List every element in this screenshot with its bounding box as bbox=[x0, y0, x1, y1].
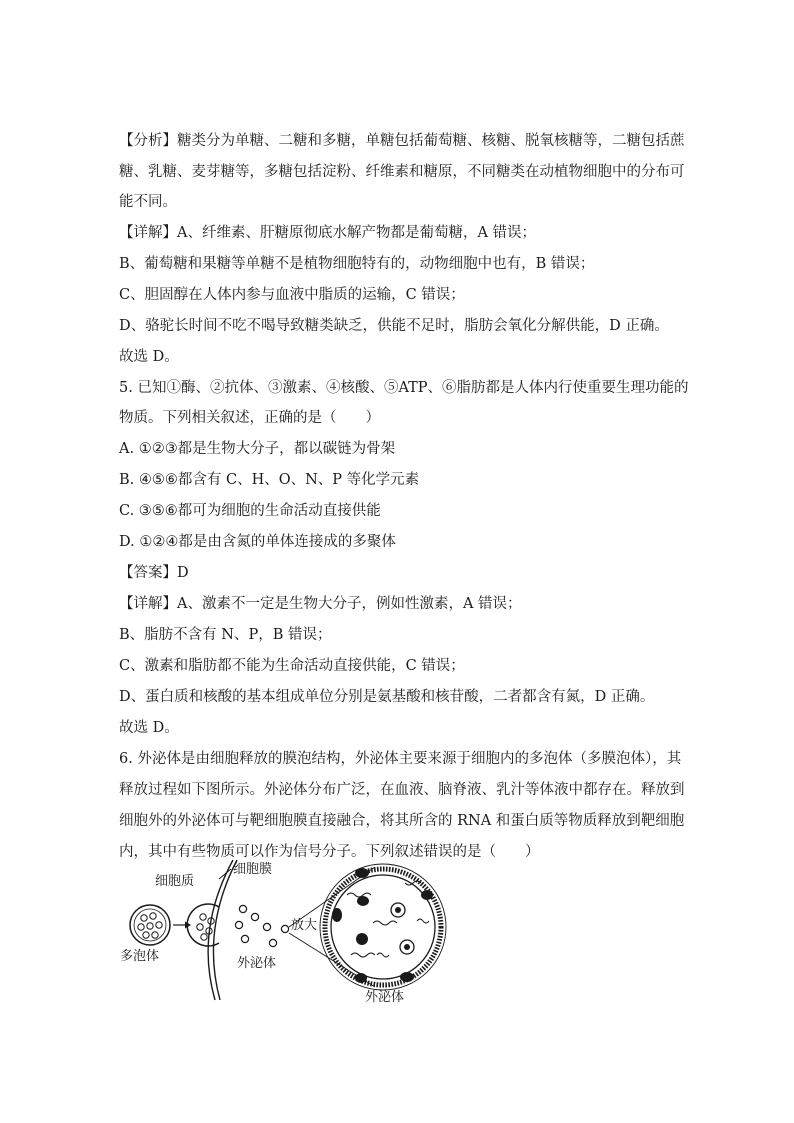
label-cytoplasm: 细胞质 bbox=[155, 874, 195, 889]
q5-option-c: C. ③⑤⑥都可为细胞的生命活动直接供能 bbox=[119, 503, 381, 519]
released-exosomes bbox=[235, 905, 288, 946]
q5-stem-line-1: 5. 已知①酶、②抗体、③激素、④核酸、⑤ATP、⑥脂肪都是人体内行使重要生理功能的 bbox=[119, 380, 689, 396]
q6-stem-line-4: 内，其中有些物质可以作为信号分子。下列叙述错误的是（ ） bbox=[119, 844, 540, 860]
enlarged-exosome bbox=[320, 864, 446, 990]
analysis-line-1: 【分析】糖类分为单糖、二糖和多糖，单糖包括葡萄糖、核糖、脱氧核糖等，二糖包括蔗 bbox=[119, 133, 685, 149]
q6-stem-line-2: 释放过程如下图所示。外泌体分布广泛，在血液、脑脊液、乳汁等体液中都存在。释放到 bbox=[119, 782, 685, 798]
label-exosome-enlarged: 外泌体 bbox=[365, 990, 405, 1005]
q5-answer: 【答案】D bbox=[119, 565, 189, 581]
q5-option-d: D. ①②④都是由含氮的单体连接成的多聚体 bbox=[119, 534, 396, 550]
q4-detail-line: C、胆固醇在人体内参与血液中脂质的运输，C 错误； bbox=[119, 287, 465, 303]
q6-stem-line-1: 6. 外泌体是由细胞释放的膜泡结构，外泌体主要来源于细胞内的多泡体（多膜泡体），其 bbox=[119, 751, 682, 767]
q5-conclusion: 故选 D。 bbox=[119, 720, 179, 736]
q5-option-b: B. ④⑤⑥都含有 C、H、O、N、P 等化学元素 bbox=[119, 472, 420, 488]
q6-stem-line-3: 细胞外的外泌体可与靶细胞膜直接融合，将其所含的 RNA 和蛋白质等物质释放到靶细胞 bbox=[119, 813, 685, 829]
q5-detail-line: 【详解】A、激素不一定是生物大分子，例如性激素，A 错误； bbox=[119, 596, 522, 612]
cell-membrane bbox=[213, 860, 237, 1000]
q5-detail-line: B、脂肪不含有 N、P，B 错误； bbox=[119, 627, 332, 643]
analysis-line-3: 能不同。 bbox=[119, 194, 177, 210]
q5-detail-line: D、蛋白质和核酸的基本组成单位分别是氨基酸和核苷酸，二者都含有氮，D 正确。 bbox=[119, 689, 655, 705]
q4-detail-line: D、骆驼长时间不吃不喝导致糖类缺乏，供能不足时，脂肪会氧化分解供能，D 正确。 bbox=[119, 318, 669, 334]
q4-detail-line: B、葡萄糖和果糖等单糖不是植物细胞特有的，动物细胞中也有，B 错误； bbox=[119, 256, 595, 272]
label-exosome: 外泌体 bbox=[237, 956, 277, 971]
q5-stem-line-2: 物质。下列相关叙述，正确的是（ ） bbox=[119, 410, 380, 426]
exosome-figure bbox=[115, 855, 455, 1005]
label-multivesicular-body: 多泡体 bbox=[120, 949, 160, 964]
q5-option-a: A. ①②③都是生物大分子，都以碳链为骨架 bbox=[119, 441, 396, 457]
label-membrane: 细胞膜 bbox=[233, 862, 273, 877]
analysis-line-2: 糖、乳糖、麦芽糖等，多糖包括淀粉、纤维素和糖原，不同糖类在动植物细胞中的分布可 bbox=[119, 164, 685, 180]
q4-conclusion: 故选 D。 bbox=[119, 349, 179, 365]
label-enlarge: 放大 bbox=[291, 918, 318, 933]
q5-detail-line: C、激素和脂肪都不能为生命活动直接供能，C 错误； bbox=[119, 658, 465, 674]
multivesicular-body bbox=[130, 905, 170, 945]
q4-detail-line: 【详解】A、纤维素、肝糖原彻底水解产物都是葡萄糖，A 错误； bbox=[119, 225, 537, 241]
